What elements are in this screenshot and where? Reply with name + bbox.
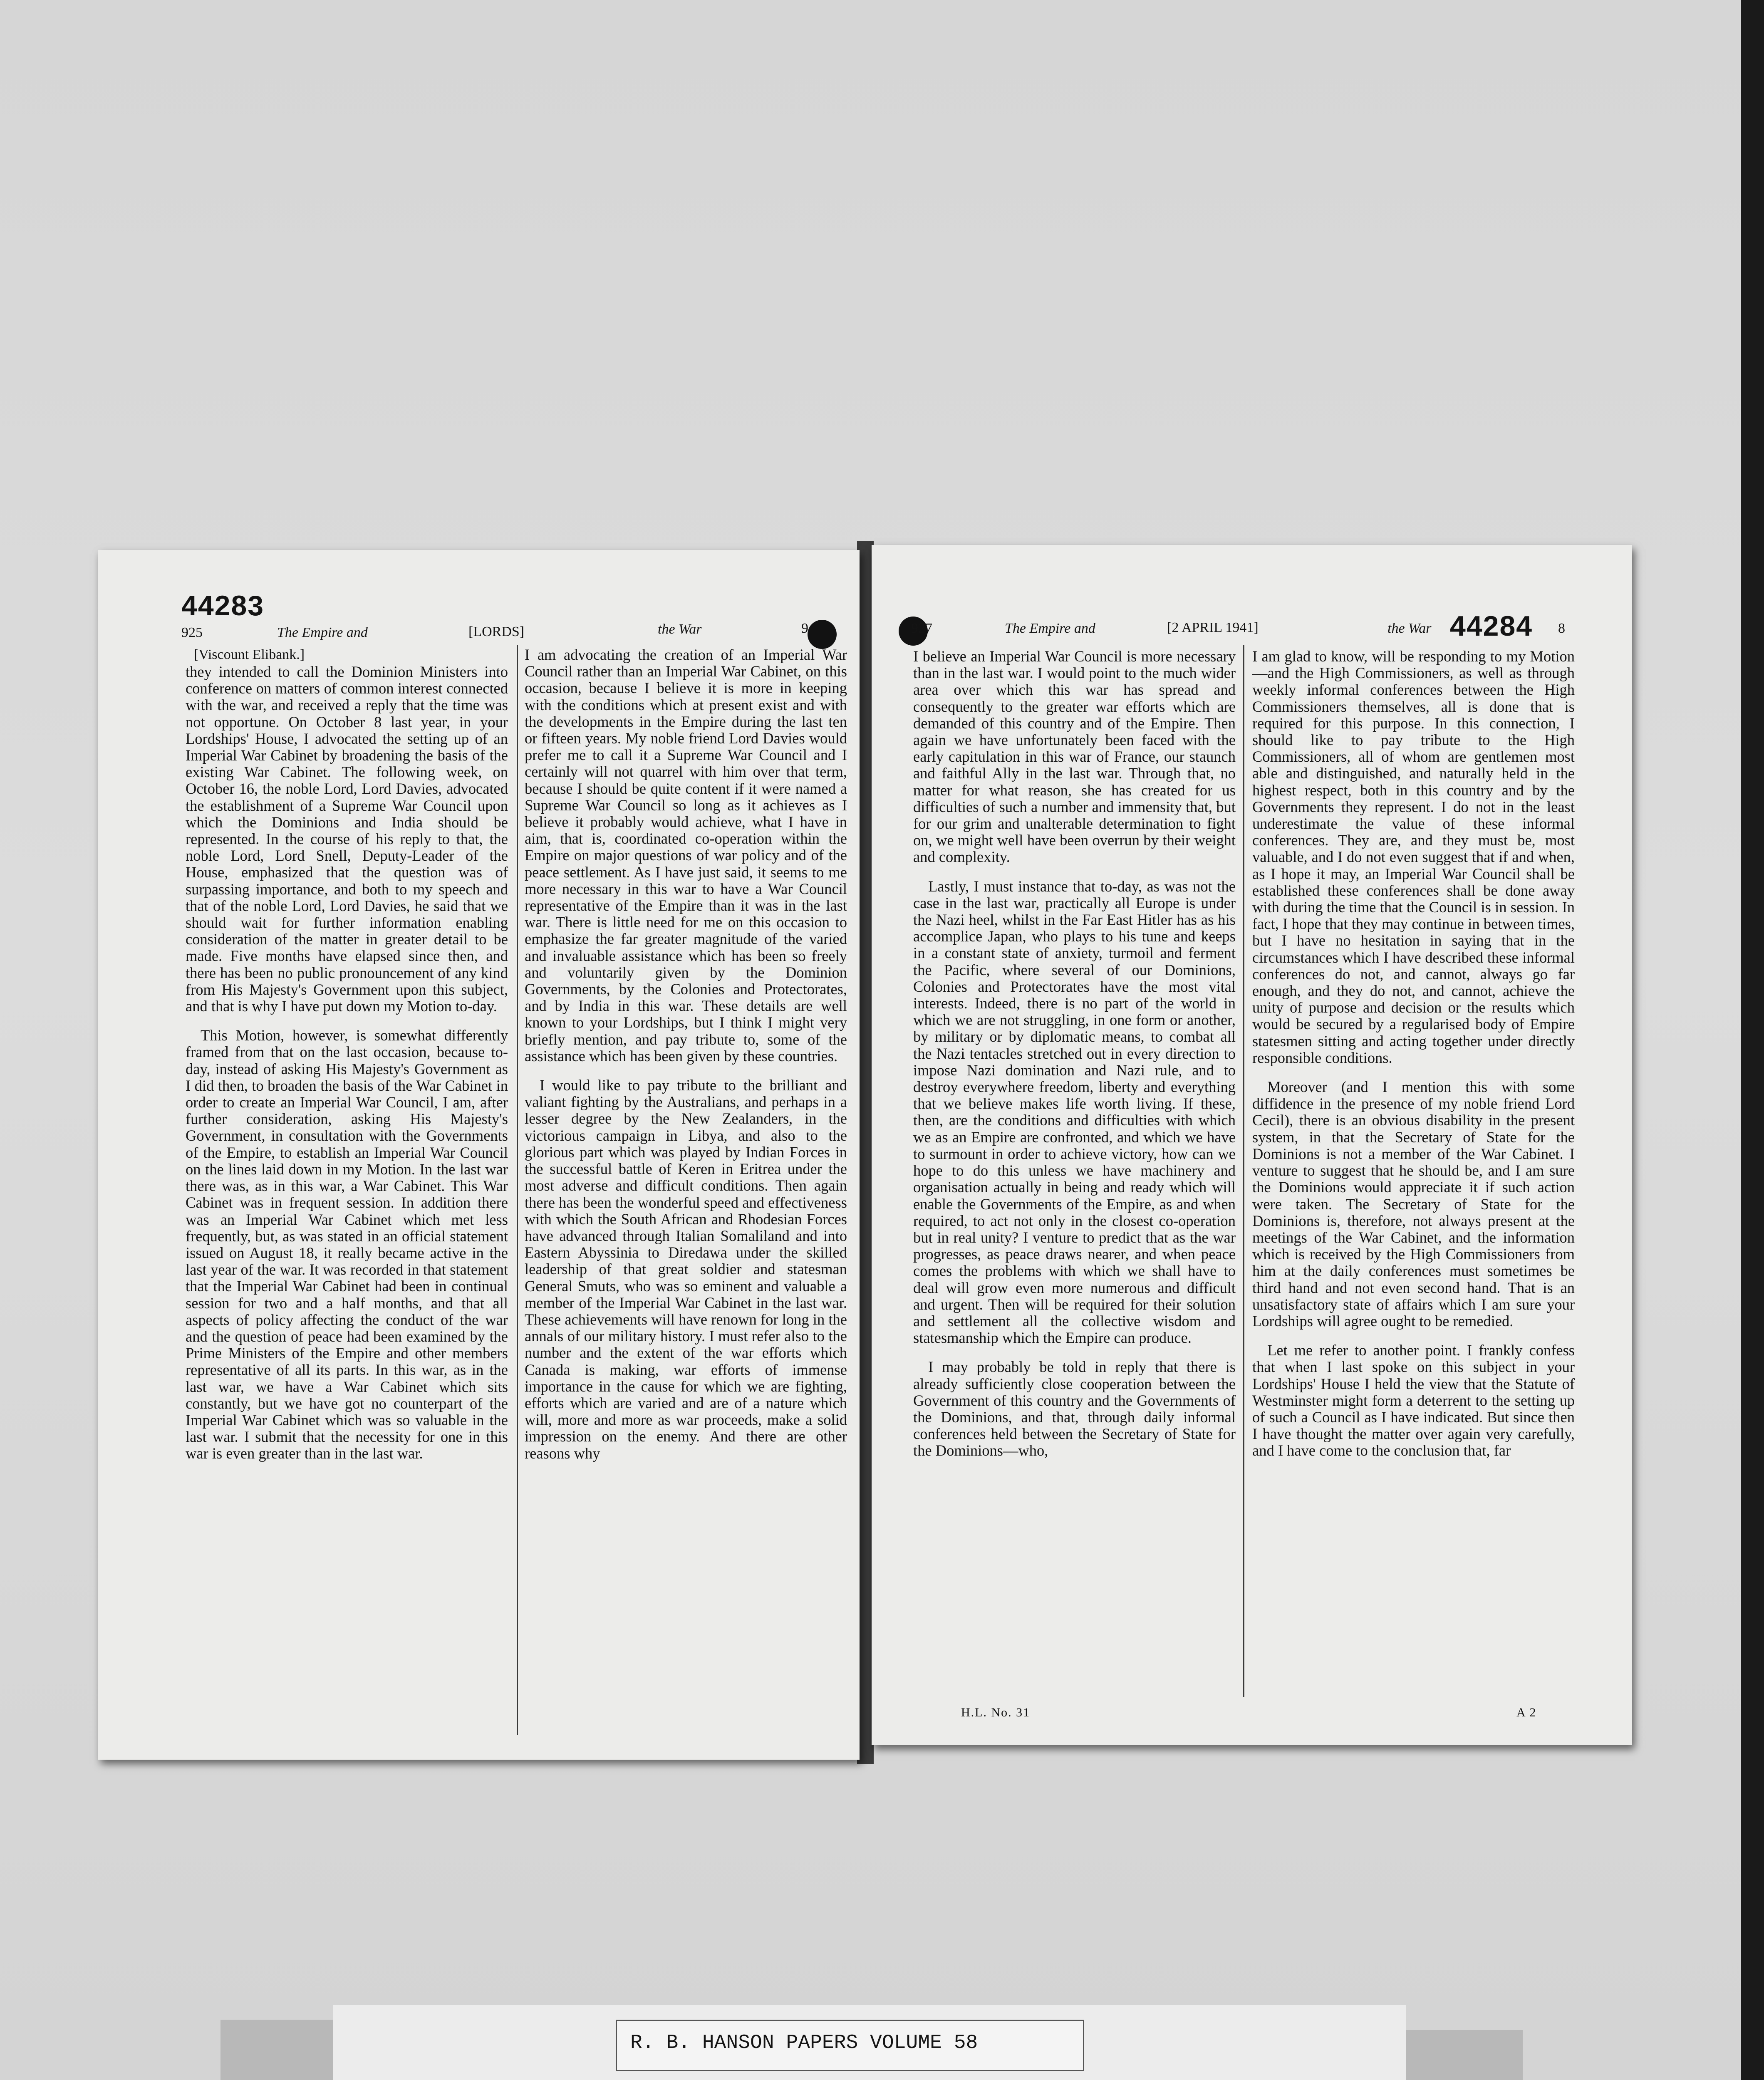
column-rule [517, 645, 518, 1735]
paragraph: I believe an Imperial War Council is more necessary than in the last war. I would point to the much wider area over which this war has spread and consequently to the greater war efforts which are demanded of this country and of the Empire. Then again we have unfortunately been faced with the early capitulation in this war of France, our staunch and faithful Ally in the last war. Through that, no matter for what reason, she has created for us difficulties of such a number and immensity that, but for our grim and unalterable determination to fight on, we might well have been overrun by their weight and complexity. [913, 648, 1236, 866]
column-4 [1252, 648, 1575, 1459]
right-page [872, 545, 1632, 1745]
page-gutter [857, 541, 874, 1764]
running-head-left: The Empire and [1005, 621, 1095, 636]
paragraph: Let me refer to another point. I frankly confess that when I last spoke on this subject in your Lordships' House I held the view that the Statute of Westminster might form a deterrent to the setting up of such a Council as I have indicated. But since then I have thought the matter over again very carefully, and I have come to the conclusion that, far [1252, 1342, 1575, 1459]
footer-reference: H.L. No. 31 [961, 1706, 1031, 1719]
archive-stamp-number: 44283 [181, 590, 265, 622]
paragraph: they intended to call the Dominion Ministers into conference on matters of common interest connected with the war, and received a reply that the time was not opportune. On October 8 last year, in your Lordships' House, I advocated the setting up of an Imperial War Cabinet by broadening the basis of the existing War Cabinet. The following week, on October 16, the noble Lord, Lord Davies, advocated the establishment of a Supreme War Council upon which the Dominions and India should be represented. In the course of his reply to that, the noble Lord, Lord Snell, Deputy-Leader of the House, emphasized that the question was of surpassing importance, and both to my speech and that of the noble Lord, Lord Davies, he said that we should wait for further information enabling consideration of the matter in greater detail to be made. Five months have elapsed since then, and there has been no public pronouncement of any kind from His Majesty's Government upon this subject, and that is why I have put down my Motion to-day. [186, 663, 508, 1015]
volume-label: R. B. HANSON PAPERS VOLUME 58 [630, 2032, 978, 2054]
running-head-center: [2 APRIL 1941] [1167, 620, 1259, 635]
paragraph: I may probably be told in reply that there is already sufficiently close cooperation between the Government of this country and the Governments of the Dominions, and that, through daily informal conferences held between the Secretary of State for the Dominions—who, [913, 1358, 1236, 1459]
running-head-right: the War [658, 622, 702, 637]
running-head-center: [LORDS] [468, 624, 525, 639]
paragraph: I would like to pay tribute to the brilliant and valiant fighting by the Australians, and perhaps in a lesser degree by the New Zealanders, in the victorious campaign in Libya, and also to the glorious part which was played by Indian Forces in the successful battle of Keren in Eritrea under the most adverse and difficult conditions. Then again there has been the wonderful speed and effectiveness with which the South African and Rhodesian Forces have advanced through Italian Somaliland and into Eastern Abyssinia to Diredawa under the skilled leadership of that great soldier and statesman General Smuts, who was so eminent and valuable a member of the Imperial War Cabinet in the last war. These achievements will have renown for long in the annals of our military history. I must refer also to the number and the extent of the war efforts which Canada is making, war efforts of immense importance in the cause for which we are fighting, efforts which are varied and are of a nature which will, more and more as war proceeds, make a solid impression on the enemy. And there are other reasons why [525, 1077, 847, 1462]
page-number: 927 [911, 621, 932, 636]
paragraph: Moreover (and I mention this with some diffidence in the presence of my noble friend Lord Cecil), there is an obvious disability in the present system, in that the Secretary of State for the Dominions is not a member of the War Cabinet. I venture to suggest that he should be, and I am sure the Dominions would appreciate it if such action were taken. The Secretary of State for the Dominions is, therefore, not always present at the meetings of the War Cabinet, and the information which is received by the High Commissioners from him at the daily conferences must sometimes be third hand and not even second hand. That is an unsatisfactory state of affairs which I am sure your Lordships will agree ought to be remedied. [1252, 1078, 1575, 1330]
column-3 [913, 648, 1236, 1459]
archive-stamp-number: 44284 [1450, 610, 1533, 642]
paragraph: I am glad to know, will be responding to my Motion—and the High Commissioners, as well as through weekly informal conferences between the High Commissioners themselves, all is done that is required for this purpose. In this connection, I should like to pay tribute to the High Commissioners, all of whom are gentlemen most able and distinguished, and naturally held in the highest respect, both in this country and by the Governments they represent. I do not in the least underestimate the value of these informal conferences. They are, and they must be, most valuable, and I do not even suggest that if and when, as I hope it may, an Imperial War Council shall be established these conferences shall be done away with during the time that the Council is in session. In fact, I hope that they may continue in between times, but I have no hesitation in saying that in the circumstances which I have described these informal conferences do not, and cannot, always go far enough, and they do not, and cannot, achieve the unity of purpose and decision or the results which would be secured by a regularised body of Empire statesmen sitting and acting together under directly responsible conditions. [1252, 648, 1575, 1066]
film-edge-right [1741, 0, 1764, 2080]
column-2 [525, 646, 847, 1462]
paragraph: Lastly, I must instance that to-day, as was not the case in the last war, practically all Europe is under the Nazi heel, whilst in the Far East Hitler has as his accomplice Japan, who plays to his tune and keeps in a constant state of anxiety, turmoil and ferment the Pacific, where several of our Dominions, Colonies and Protectorates have the most vital interests. Indeed, there is no part of the world in which we are not struggling, in one form or another, by military or by diplomatic means, to combat all the Nazi tentacles stretched out in every direction to impose Nazi domination and Nazi rule, and to destroy everywhere freedom, liberty and everything that we believe makes life worth living. If these, then, are the conditions and difficulties with which we as an Empire are confronted, and which we have to surmount in order to achieve victory, how can we hope to do this unless we have machinery and organisation actually in being and ready which will enable the Governments of the Empire, as and when required, to act not only in the closest co-operation but in real unity? I venture to predict that as the war progresses, as peace draws nearer, and when peace comes the problems with which we shall have to deal will grow even more numerous and difficult and urgent. Then will be required for their solution and settlement all the collective wisdom and statesmanship which the Empire can produce. [913, 877, 1236, 1347]
footer-signature: A 2 [1516, 1706, 1537, 1719]
column-rule [1243, 645, 1244, 1697]
page-number-right: 9 [801, 621, 808, 636]
page-number-right: 8 [1558, 621, 1565, 636]
page-number: 925 [181, 625, 203, 640]
punch-hole [808, 620, 837, 649]
paragraph: I am advocating the creation of an Imperial War Council rather than an Imperial War Cabinet, on this occasion, because I believe it is more in keeping with the conditions which at present exist and with the developments in the Empire during the last ten or fifteen years. My noble friend Lord Davies would prefer me to call it a Supreme War Council and I certainly will not quarrel with him over that term, because I should be quite content if it were named a Supreme War Council so long as it achieves as I believe it probably would achieve, what I have in aim, that is, coordinated co-operation within the Empire on major questions of war policy and of the peace settlement. As I have just said, it seems to me more necessary in this war to have a War Council representative of the Empire than it was in the last war. There is little need for me on this occasion to emphasize the far greater magnitude of the varied and invaluable assistance which has been so freely and voluntarily given by the Dominion Governments, by the Colonies and Protectorates, and by India in this war. These details are well known to your Lordships, but I think I might very briefly mention, and pay tribute to, some of the assistance which has been given by these countries. [525, 646, 847, 1065]
column-1 [186, 664, 508, 1462]
left-page [98, 550, 860, 1760]
volume-slip [616, 2020, 1084, 2071]
speaker-label: [Viscount Elibank.] [194, 647, 305, 662]
running-head-right: the War [1387, 621, 1432, 636]
paragraph: This Motion, however, is somewhat differently framed from that on the last occasion, because to-day, instead of asking His Majesty's Government as I did then, to broaden the basis of the War Cabinet in order to create an Imperial War Council, I am, after further consideration, asking His Majesty's Government, in consultation with the Governments of the Empire, to establish an Imperial War Council on the lines laid down in my Motion. In the last war there was, as in this war, a War Cabinet. This War Cabinet was in frequent session. In addition there was an Imperial War Cabinet which met less frequently, but, as was stated in an official statement issued on August 18, it really became active in the last year of the war. It was recorded in that statement that the Imperial War Cabinet had been in continual session for two and a half months, and that all aspects of policy affecting the conduct of the war and the question of peace had been examined by the Prime Ministers of the Empire and other members representative of all its parts. In this war, as in the last war, we have a War Cabinet which sits constantly, but we have got no counterpart of the Imperial War Cabinet which was so valuable in the last war. I submit that the necessity for one in this war is even greater than in the last war. [186, 1027, 508, 1462]
running-head-left: The Empire and [277, 625, 368, 640]
